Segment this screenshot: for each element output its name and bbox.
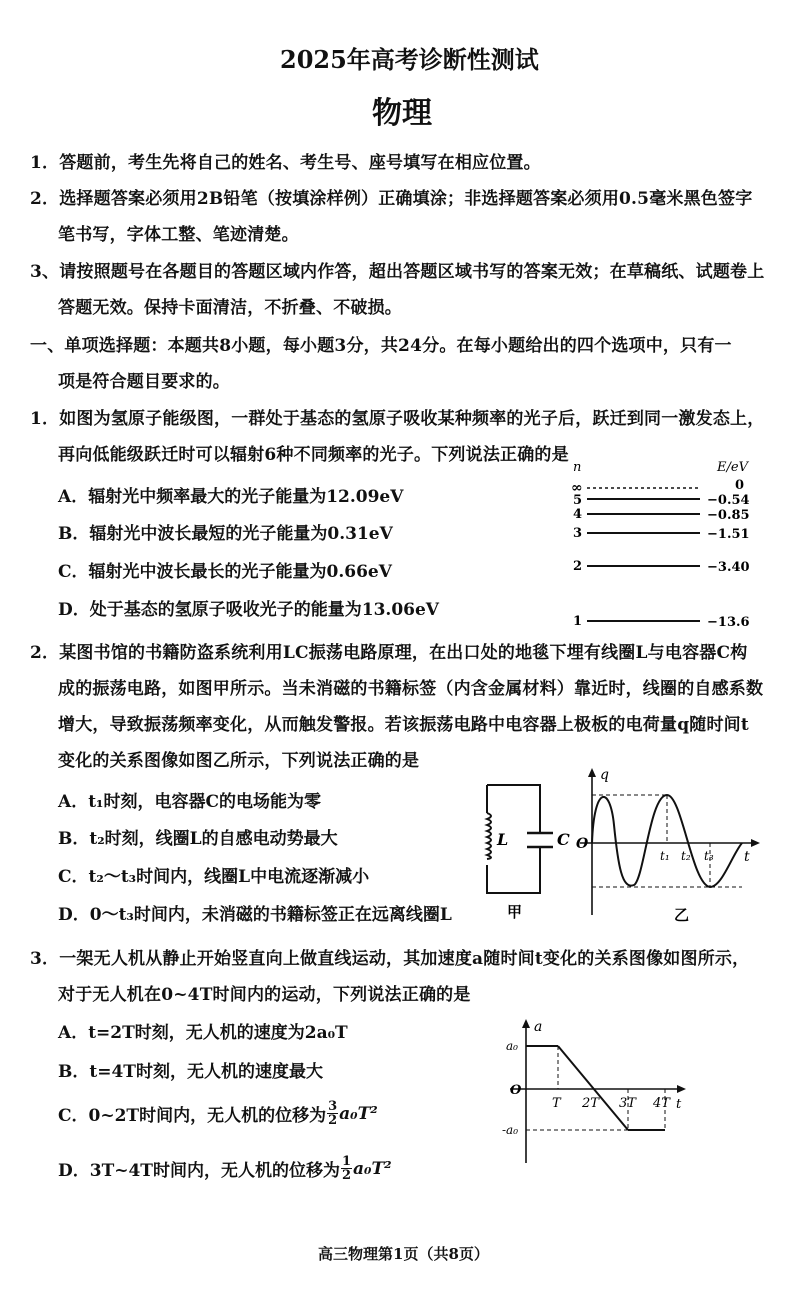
q-axis-arrow — [588, 768, 596, 777]
inductor-label: L — [497, 830, 509, 849]
q2-stem-cont-1: 成的振荡电路，如图甲所示。当未消磁的书籍标签（内含金属材料）靠近时，线圈的自感系数 — [58, 679, 764, 699]
q3-stem: 3．一架无人机从静止开始竖直向上做直线运动，其加速度a随时间t变化的关系图像如图所示， — [30, 949, 750, 969]
q1-option-b: B．辐射光中波长最短的光子能量为0.31eV — [58, 524, 393, 544]
q-axis-label: q — [600, 767, 609, 783]
circuit-wire — [487, 785, 540, 893]
acceleration-time-graph — [500, 1015, 700, 1165]
a0-label: a₀ — [506, 1039, 518, 1053]
level-e-1: −13.6 — [707, 615, 750, 630]
fraction-numerator: 1 — [341, 1154, 351, 1169]
graph-caption: 乙 — [674, 906, 690, 924]
level-e-2: −3.40 — [707, 560, 750, 575]
origin-label: O — [510, 1083, 522, 1098]
level-n-1: 1 — [573, 614, 583, 629]
q2-option-b: B．t₂时刻，线圈L的自感电动势最大 — [58, 829, 338, 849]
level-e-3: −1.51 — [707, 527, 750, 542]
charge-time-graph — [572, 765, 772, 925]
T-label: T — [552, 1096, 561, 1111]
note-3-cont: 答题无效。保持卡面清洁，不折叠、不破损。 — [58, 298, 402, 318]
q3-option-a: A．t=2T时刻，无人机的速度为2a₀T — [58, 1023, 348, 1043]
slope-line — [558, 1046, 628, 1130]
level-e-inf: 0 — [735, 478, 745, 493]
q2-stem: 2．某图书馆的书籍防盗系统利用LC振荡电路原理，在出口处的地毯下埋有线圈L与电容器C构 — [30, 643, 748, 663]
level-n-3: 3 — [573, 526, 583, 541]
fraction-denominator: 2 — [341, 1168, 351, 1183]
lc-circuit-diagram — [475, 775, 585, 925]
t2-label: t₂ — [681, 849, 691, 863]
subject-title: 物理 — [372, 96, 432, 131]
t1-label: t₁ — [660, 849, 670, 863]
q1-option-d: D．处于基态的氢原子吸收光子的能量为13.06eV — [58, 600, 439, 620]
q2-option-d: D．0～t₃时间内，未消磁的书籍标签正在远离线圈L — [58, 905, 452, 925]
q3-option-b: B．t=4T时刻，无人机的速度最大 — [58, 1062, 323, 1082]
level-n-inf: ∞ — [571, 480, 583, 496]
circuit-caption: 甲 — [507, 903, 523, 921]
q3-stem-cont: 对于无人机在0~4T时间内的运动，下列说法正确的是 — [58, 985, 471, 1005]
q3-option-c-text: C．0~2T时间内，无人机的位移为 — [58, 1106, 327, 1126]
a-axis-arrow — [522, 1019, 530, 1028]
q1-stem: 1．如图为氢原子能级图，一群处于基态的氢原子吸收某种频率的光子后，跃迁到同一激发态上， — [30, 409, 765, 429]
a-axis-label: a — [534, 1019, 543, 1035]
q1-stem-cont: 再向低能级跃迁时可以辐射6种不同频率的光子。下列说法正确的是 — [58, 445, 569, 465]
q1-option-c: C．辐射光中波长最长的光子能量为0.66eV — [58, 562, 392, 582]
3T-label: 3T — [619, 1096, 636, 1111]
level-n-2: 2 — [573, 559, 583, 574]
q3-option-d-unit: a₀T² — [353, 1158, 392, 1179]
origin-label: O — [576, 836, 589, 852]
level-e-4: −0.85 — [707, 508, 750, 523]
q2-stem-cont-3: 变化的关系图像如图乙所示，下列说法正确的是 — [58, 751, 420, 771]
level-n-4: 4 — [573, 507, 583, 522]
t3-label: t₃ — [704, 849, 714, 863]
note-1: 1．答题前，考生先将自己的姓名、考生号、座号填写在相应位置。 — [30, 153, 541, 173]
page-footer: 高三物理第1页（共8页） — [318, 1245, 489, 1263]
note-2-cont: 笔书写，字体工整、笔迹清楚。 — [58, 225, 299, 245]
n-axis-label: n — [573, 460, 582, 475]
section-heading-cont: 项是符合题目要求的。 — [58, 372, 230, 392]
t-axis-arrow — [751, 839, 760, 847]
energy-level-diagram — [565, 455, 785, 635]
level-e-5: −0.54 — [707, 493, 750, 508]
q2-option-a: A．t₁时刻，电容器C的电场能为零 — [58, 792, 322, 812]
q3-option-d — [58, 1155, 392, 1182]
q3-option-d-text: D．3T~4T时间内，无人机的位移为 — [58, 1161, 340, 1181]
exam-title: 2025年高考诊断性测试 — [280, 45, 539, 74]
fraction-numerator: 3 — [328, 1099, 338, 1114]
neg-a0-label: -a₀ — [502, 1123, 519, 1137]
q3-option-c — [58, 1100, 378, 1127]
energy-axis-label: E/eV — [717, 460, 748, 475]
q3-option-d-fraction — [341, 1155, 352, 1182]
4T-label: 4T — [653, 1096, 670, 1111]
inductor-coil — [487, 813, 491, 859]
t-axis-arrow — [677, 1085, 686, 1093]
q2-stem-cont-2: 增大，导致振荡频率变化，从而触发警报。若该振荡电路中电容器上极板的电荷量q随时间t — [58, 715, 749, 735]
q2-option-c: C．t₂～t₃时间内，线圈L中电流逐渐减小 — [58, 867, 370, 887]
2T-label: 2T — [582, 1096, 599, 1111]
level-n-5: 5 — [573, 493, 583, 508]
q3-option-c-unit: a₀T² — [339, 1103, 378, 1124]
note-3: 3、请按照题号在各题目的答题区域内作答，超出答题区域书写的答案无效；在草稿纸、试题卷上 — [30, 262, 765, 282]
section-heading: 一、单项选择题：本题共8小题，每小题3分，共24分。在每小题给出的四个选项中，只有一 — [30, 336, 732, 356]
q3-option-c-fraction — [327, 1100, 338, 1127]
fraction-denominator: 2 — [328, 1113, 338, 1128]
note-2: 2．选择题答案必须用2B铅笔（按填涂样例）正确填涂；非选择题答案必须用0.5毫米黑色签字 — [30, 189, 753, 209]
capacitor-label: C — [557, 830, 570, 849]
t-axis-label: t — [744, 849, 750, 865]
t-axis-label: t — [676, 1097, 682, 1112]
q1-option-a: A．辐射光中频率最大的光子能量为12.09eV — [58, 487, 404, 507]
